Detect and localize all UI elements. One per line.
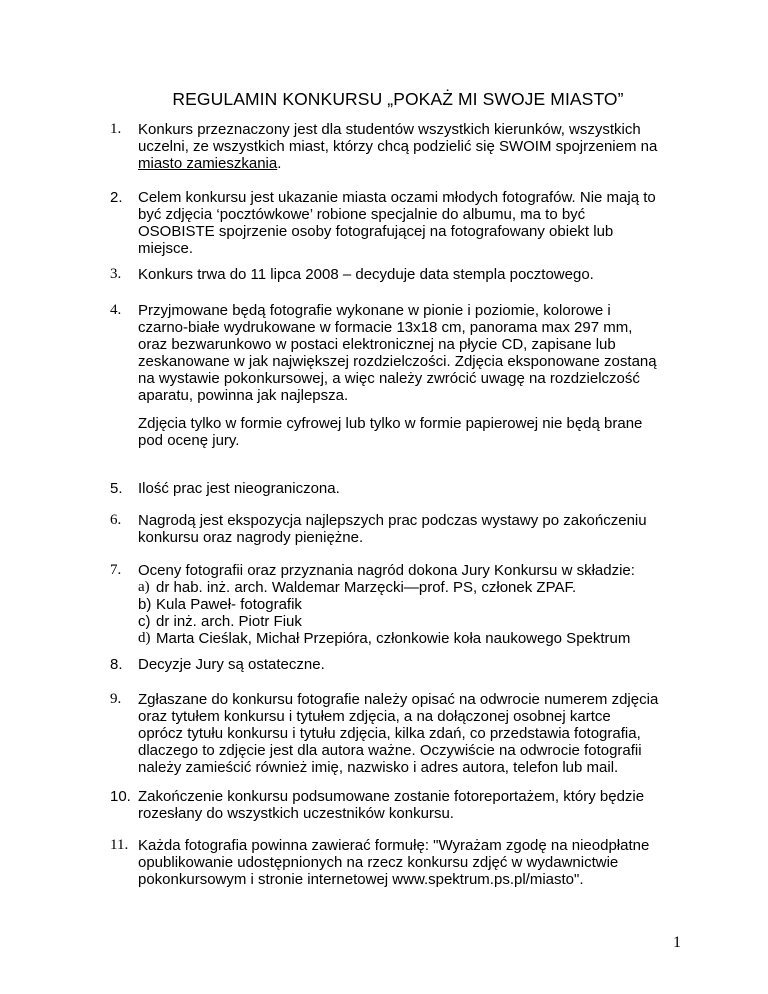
rule-number: 11. [110, 837, 129, 853]
rule-text-line: zeskanowane w jak największej rozdzielczości. Zdjęcia eksponowane zostaną [138, 353, 657, 370]
rule-number: 9. [110, 691, 122, 707]
rule-4-note [138, 415, 678, 449]
rule-item-1 [110, 121, 670, 172]
jury-member-text: Marta Cieślak, Michał Przepióra, członkowie koła naukowego Spektrum [156, 630, 631, 647]
rule-text-line: konkursu oraz nagrody pieniężne. [138, 529, 364, 546]
rule-text-line: Przyjmowane będą fotografie wykonane w pionie i poziomie, kolorowe i [138, 302, 611, 319]
page-title: REGULAMIN KONKURSU „POKAŻ MI SWOJE MIASTO” [172, 89, 624, 109]
jury-letter: c) [138, 613, 151, 630]
rule-text-line: Zgłaszane do konkursu fotografie należy opisać na odwrocie numerem zdjęcia [138, 691, 659, 708]
rule-text-line: rozesłany do wszystkich uczestników konkursu. [138, 805, 454, 822]
rule-number: 4. [110, 302, 122, 318]
rule-text-line: pokonkursowym i stronie internetowej www.spektrum.ps.pl/miasto". [138, 871, 584, 888]
rule-text-line: być zdjęcia ‘pocztówkowe’ robione specjalnie do albumu, ma to być [138, 206, 586, 223]
rule-text-line: Konkurs trwa do 11 lipca 2008 – decyduje data stempla pocztowego. [138, 266, 594, 283]
rule-item-2 [110, 189, 670, 257]
rule-text-line: Nagrodą jest ekspozycja najlepszych prac podczas wystawy po zakończeniu [138, 512, 647, 529]
rule-text-line: Ilość prac jest nieograniczona. [138, 480, 340, 497]
rule-text-line: czarno-białe wydrukowane w formacie 13x18 cm, panorama max 297 mm, [138, 319, 633, 336]
rule-text-line: Każda fotografia powinna zawierać formułę: "Wyrażam zgodę na nieodpłatne [138, 837, 650, 854]
rule-text-line: miejsce. [138, 240, 194, 257]
rule-text-line: oraz bezwarunkowo w postaci elektronicznej na płycie CD, zapisane lub [138, 336, 616, 353]
jury-letter: a) [138, 579, 150, 595]
rule-item-3 [110, 266, 670, 283]
jury-member-text: dr hab. inż. arch. Waldemar Marzęcki—prof. PS, członek ZPAF. [156, 579, 577, 596]
rule-number: 3. [110, 266, 122, 282]
rule-text-line: oraz tytułem konkursu i tytułem zdjęcia, a na dołączonej osobnej kartce [138, 708, 611, 725]
rule-text-suffix: . [277, 155, 282, 172]
rule-number: 10. [110, 788, 131, 805]
rule-number: 6. [110, 512, 122, 528]
rule-text-line: oprócz tytułu konkursu i tytułu zdjęcia, kilka zdań, co przedstawia fotografia, [138, 725, 641, 742]
rule-text-line: na wystawie pokonkursowej, a więc należy zwrócić uwagę na rozdzielczość [138, 370, 640, 387]
rule-item-9 [110, 691, 670, 776]
jury-member [110, 613, 670, 630]
rule-item-4 [110, 302, 670, 404]
jury-member [110, 596, 670, 613]
rule-text-line: Zakończenie konkursu podsumowane zostanie fotoreportażem, który będzie [138, 788, 645, 805]
rule-text-line: Celem konkursu jest ukazanie miasta oczami młodych fotografów. Nie mają to [138, 189, 656, 206]
rule-number: 1. [110, 121, 122, 137]
rule-number: 5. [110, 480, 123, 497]
rule-item-11 [110, 837, 670, 888]
jury-member-text: dr inż. arch. Piotr Fiuk [156, 613, 302, 630]
jury-member-text: Kula Paweł- fotografik [156, 596, 302, 613]
jury-member [110, 579, 670, 596]
rule-text-line: Konkurs przeznaczony jest dla studentów wszystkich kierunków, wszystkich [138, 121, 641, 138]
rule-text-line: uczelni, ze wszystkich miast, którzy chcą podzielić się SWOIM spojrzeniem na [138, 138, 658, 155]
page-number: 1 [673, 934, 681, 951]
rule-item-10 [110, 788, 670, 822]
rule-text-line: OSOBISTE spojrzenie osoby fotografującej na fotografowany obiekt lub [138, 223, 614, 240]
rule-text-line: należy zamieścić również imię, nazwisko i adres autora, telefon lub mail. [138, 759, 619, 776]
rule-text-line: Oceny fotografii oraz przyznania nagród dokona Jury Konkursu w składzie: [138, 562, 635, 579]
rule-number: 8. [110, 656, 123, 673]
underlined-phrase: miasto zamieszkania [138, 155, 278, 172]
rule-item-7 [110, 562, 670, 647]
rule-number: 2. [110, 189, 123, 206]
rule-note-line: pod ocenę jury. [138, 432, 240, 449]
jury-letter: d) [138, 630, 151, 646]
rule-text-line: aparatu, powinna jak najlepsza. [138, 387, 349, 404]
rule-text-line: dlaczego to zdjęcie jest dla autora ważne. Oczywiście na odwrocie fotografii [138, 742, 642, 759]
rule-text-line: Decyzje Jury są ostateczne. [138, 656, 325, 673]
jury-letter: b) [138, 596, 152, 613]
rule-note-line: Zdjęcia tylko w formie cyfrowej lub tylko w formie papierowej nie będą brane [138, 415, 643, 432]
rule-item-5 [110, 480, 670, 497]
rule-item-6 [110, 512, 670, 546]
jury-member [110, 630, 670, 647]
rule-text-line: opublikowanie udostępnionych na rzecz konkursu zdjęć w wydawnictwie [138, 854, 619, 871]
rule-item-8 [110, 656, 670, 673]
rule-number: 7. [110, 562, 122, 578]
